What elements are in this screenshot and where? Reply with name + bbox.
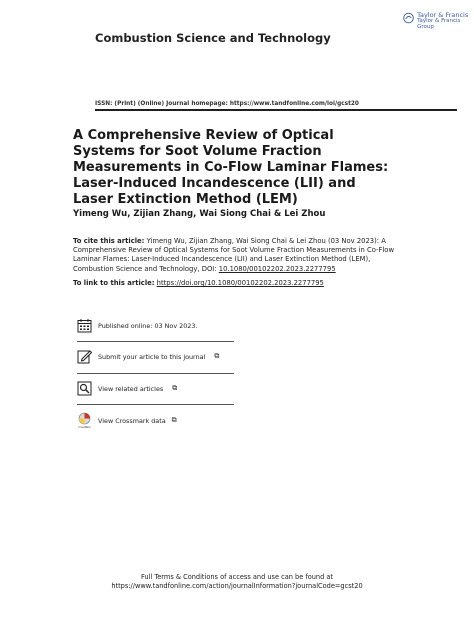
footer-terms-url[interactable]: https://www.tandfonline.com/action/journalInformation?journalCode=gcst20 xyxy=(111,582,363,590)
external-link-icon: ⧉ xyxy=(171,416,177,424)
edit-document-icon xyxy=(77,349,92,364)
submit-article-row[interactable] xyxy=(77,349,234,364)
article-doi-url[interactable]: https://doi.org/10.1080/00102202.2023.2277795 xyxy=(156,279,324,287)
publisher-name: Taylor & Francis xyxy=(417,11,469,19)
crossmark-logo-text: CrossMark xyxy=(78,426,91,429)
citation-block xyxy=(73,237,403,274)
published-online-row xyxy=(77,318,234,333)
citation-doi-link[interactable]: 10.1080/00102202.2023.2277795 xyxy=(218,264,336,273)
footer-terms: Full Terms & Conditions of access and use can be found at xyxy=(140,573,334,581)
external-link-icon: ⧉ xyxy=(214,352,220,360)
article-title: A Comprehensive Review of Optical Systems for Soot Volume Fraction Measurements in Co-Flow Laminar Flames: Laser-Induced Incandescence (LII) and Laser Extinction Method (LEM) xyxy=(73,128,389,207)
crossmark-link[interactable]: View Crossmark data xyxy=(98,416,166,425)
article-link-label: To link to this article: xyxy=(73,279,155,287)
publisher-group: Taylor & Francis Group xyxy=(417,18,461,30)
related-articles-row[interactable] xyxy=(77,381,234,396)
journal-name: Combustion Science and Technology xyxy=(95,31,331,45)
calendar-icon xyxy=(77,318,92,333)
crossmark-icon xyxy=(77,412,92,429)
related-articles-icon xyxy=(77,381,92,396)
info-divider xyxy=(77,373,234,374)
publisher-logo[interactable] xyxy=(403,12,474,30)
info-divider xyxy=(77,341,234,342)
issn-homepage-line[interactable]: ISSN: (Print) (Online) Journal homepage: https://www.tandfonline.com/loi/gcst20 xyxy=(95,101,359,107)
info-divider xyxy=(77,404,234,405)
article-authors: Yimeng Wu, Zijian Zhang, Wai Siong Chai & Lei Zhou xyxy=(73,209,326,219)
published-online-text: Published online: 03 Nov 2023. xyxy=(98,321,198,330)
related-articles-link[interactable]: View related articles xyxy=(98,384,164,393)
article-link-line xyxy=(73,279,324,287)
publisher-logo-icon xyxy=(403,12,414,24)
header-divider xyxy=(95,109,457,111)
citation-text: Yimeng Wu, Zijian Zhang, Wai Siong Chai & Lei Zhou (03 Nov 2023): A Comprehensive Review of Optical Systems for Soot Volume Fraction Measurements in Co-Flow Laminar Flames: Laser-Induced Incandescence (LII) and Laser Extinction Method (LEM), Combustion Science and Technology, DOI: xyxy=(73,237,395,273)
citation-label: To cite this article: xyxy=(73,237,145,245)
external-link-icon: ⧉ xyxy=(172,384,178,392)
submit-article-link[interactable]: Submit your article to this journal xyxy=(98,352,206,361)
crossmark-row[interactable] xyxy=(77,412,234,429)
